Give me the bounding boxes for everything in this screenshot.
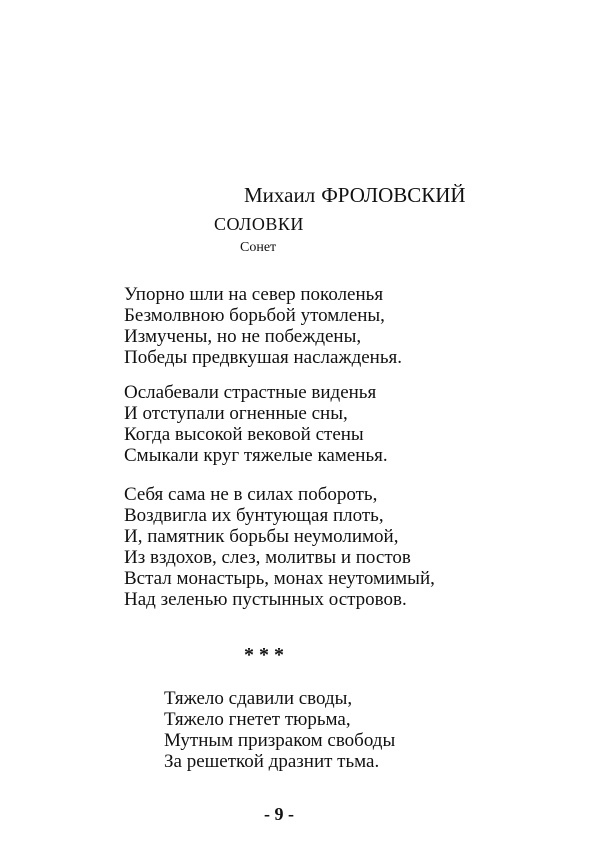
page-number: - 9 - xyxy=(264,804,294,824)
poem-title: СОЛОВКИ xyxy=(214,214,304,234)
poem-line: Встал монастырь, монах неутомимый, xyxy=(124,568,435,589)
second-poem-stanza xyxy=(164,688,395,772)
poem-line: И отступали огненные сны, xyxy=(124,403,348,424)
stanza-2 xyxy=(124,382,388,466)
stanza-1 xyxy=(124,284,402,368)
poem-line: И, памятник борьбы неумолимой, xyxy=(124,526,399,547)
poem-line: Смыкали круг тяжелые каменья. xyxy=(124,445,388,466)
poem-line: Из вздохов, слез, молитвы и постов xyxy=(124,547,411,568)
section-separator: *** xyxy=(244,644,289,666)
author-first-name: Михаил xyxy=(244,183,316,207)
poem-line: Над зеленью пустынных островов. xyxy=(124,589,407,610)
poem-line: Себя сама не в силах побороть, xyxy=(124,484,378,505)
author-name xyxy=(244,183,466,208)
poem-subtitle: Сонет xyxy=(240,240,277,255)
poem-line: За решеткой дразнит тьма. xyxy=(164,751,380,772)
poem-line: Когда высокой вековой стены xyxy=(124,424,364,445)
poem-line: Упорно шли на север поколенья xyxy=(124,284,384,305)
author-last-name: ФРОЛОВСКИЙ xyxy=(321,183,466,207)
stanza-3 xyxy=(124,484,435,610)
poem-line: Воздвигла их бунтующая плоть, xyxy=(124,505,384,526)
poem-line: Ослабевали страстные виденья xyxy=(124,382,377,403)
poem-line: Тяжело сдавили своды, xyxy=(164,688,353,709)
poem-line: Победы предвкушая наслажденья. xyxy=(124,347,403,368)
poem-line: Безмолвною борьбой утомлены, xyxy=(124,305,385,326)
poem-line: Мутным призраком свободы xyxy=(164,730,396,751)
poem-line: Измучены, но не побеждены, xyxy=(124,326,362,347)
poem-line: Тяжело гнетет тюрьма, xyxy=(164,709,351,730)
